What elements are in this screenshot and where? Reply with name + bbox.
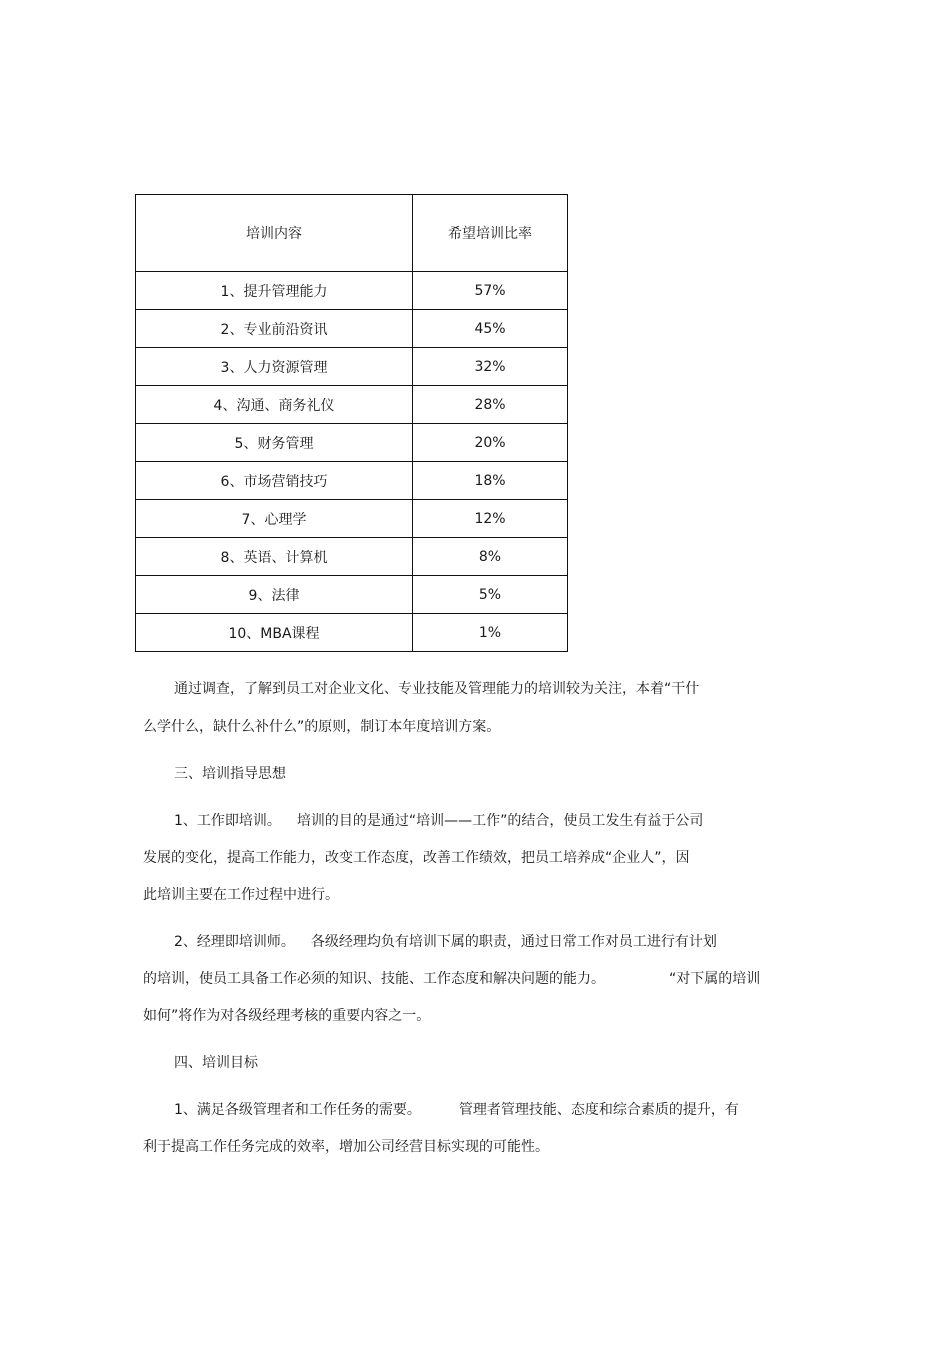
table-row (136, 462, 568, 500)
row-item: 3、人力资源管理 (136, 348, 413, 386)
row-item: 4、沟通、商务礼仪 (136, 386, 413, 424)
table-row (136, 386, 568, 424)
training-survey-table (135, 194, 568, 652)
paragraph-2-line-1 (174, 932, 834, 952)
table-row (136, 424, 568, 462)
row-rate: 18% (413, 462, 568, 500)
row-item: 8、英语、计算机 (136, 538, 413, 576)
row-rate: 45% (413, 310, 568, 348)
paragraph-2-text: 各级经理均负有培训下属的职责，通过日常工作对员工进行有计划 (310, 934, 717, 950)
paragraph-1-line-2: 发展的变化，提高工作能力，改变工作态度，改善工作绩效，把员工培养成“企业人”，因 (143, 850, 690, 866)
row-item: 5、财务管理 (136, 424, 413, 462)
paragraph-1-text: 培训的目的是通过“培训——工作”的结合，使员工发生有益于公司 (296, 813, 704, 829)
paragraph-3-line-1 (174, 1100, 834, 1120)
table-row (136, 310, 568, 348)
row-rate: 5% (413, 576, 568, 614)
row-rate: 57% (413, 272, 568, 310)
paragraph-3-line-2: 利于提高工作任务完成的效率，增加公司经营目标实现的可能性。 (143, 1139, 549, 1155)
paragraph-3-text: 管理者管理技能、态度和综合素质的提升，有 (458, 1102, 739, 1118)
row-item: 9、法律 (136, 576, 413, 614)
row-rate: 12% (413, 500, 568, 538)
paragraph-2-quote: “对下属的培训 (669, 971, 761, 987)
summary-line-1: 通过调查，了解到员工对企业文化、专业技能及管理能力的培训较为关注，本着“干什 (174, 681, 700, 697)
row-rate: 28% (413, 386, 568, 424)
section-heading-guiding-principles: 三、培训指导思想 (174, 766, 286, 782)
table-row (136, 272, 568, 310)
row-item: 10、MBA课程 (136, 614, 413, 652)
summary-line-2: 么学什么，缺什么补什么”的原则，制订本年度培训方案。 (143, 719, 501, 735)
paragraph-1-line-1 (174, 811, 834, 831)
paragraph-2-line-3: 如何”将作为对各级经理考核的重要内容之一。 (143, 1008, 431, 1024)
paragraph-2-lead: 2、经理即培训师。 (174, 934, 295, 950)
paragraph-2-line-2 (143, 969, 803, 989)
table-row (136, 500, 568, 538)
section-heading-training-goals: 四、培训目标 (174, 1055, 258, 1071)
table-row (136, 576, 568, 614)
paragraph-3-lead: 1、满足各级管理者和工作任务的需要。 (174, 1102, 421, 1118)
header-desired-rate: 希望培训比率 (413, 195, 568, 272)
row-item: 7、心理学 (136, 500, 413, 538)
header-training-content: 培训内容 (136, 195, 413, 272)
row-rate: 20% (413, 424, 568, 462)
row-item: 1、提升管理能力 (136, 272, 413, 310)
row-item: 6、市场营销技巧 (136, 462, 413, 500)
row-rate: 32% (413, 348, 568, 386)
row-item: 2、专业前沿资讯 (136, 310, 413, 348)
table-header-row (136, 195, 568, 272)
paragraph-2-line-2-text: 的培训，使员工具备工作必须的知识、技能、工作态度和解决问题的能力。 (143, 971, 605, 987)
table-row (136, 614, 568, 652)
paragraph-1-line-3: 此培训主要在工作过程中进行。 (143, 887, 339, 903)
row-rate: 8% (413, 538, 568, 576)
table-row (136, 348, 568, 386)
paragraph-1-lead: 1、工作即培训。 (174, 813, 281, 829)
table-row (136, 538, 568, 576)
row-rate: 1% (413, 614, 568, 652)
